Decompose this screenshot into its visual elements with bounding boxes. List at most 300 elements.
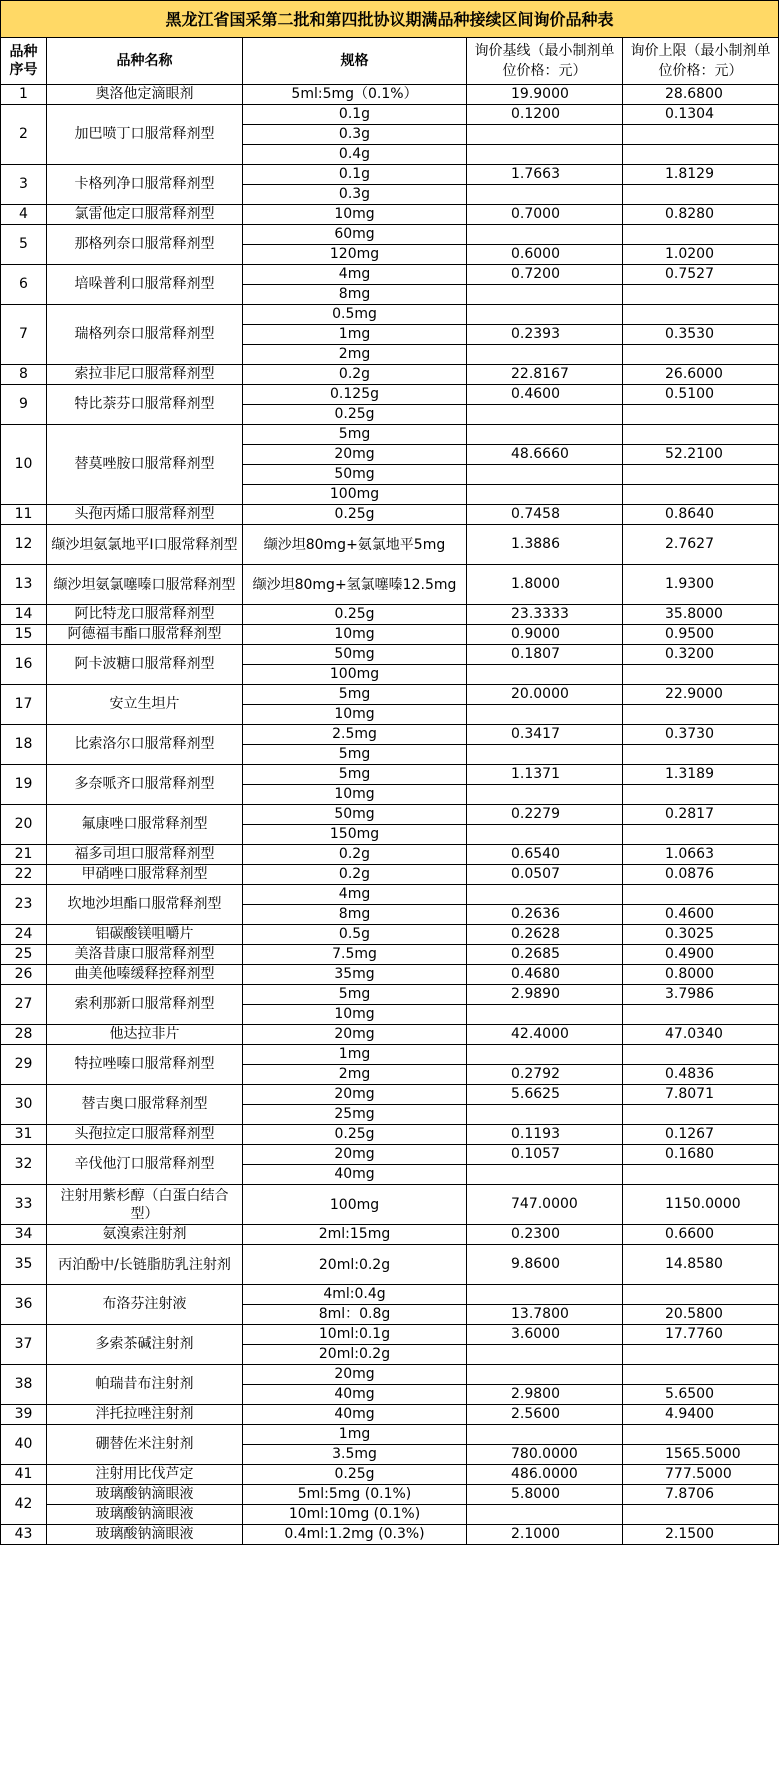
item-name: 铝碳酸镁咀嚼片 (47, 925, 243, 945)
item-name: 奥洛他定滴眼剂 (47, 85, 243, 105)
item-no: 22 (1, 865, 47, 885)
item-no: 29 (1, 1045, 47, 1085)
item-cap-price (623, 405, 779, 425)
item-base-price (467, 665, 623, 685)
table-row (1, 1405, 779, 1425)
item-base-price: 0.7200 (467, 265, 623, 285)
item-spec: 40mg (243, 1405, 467, 1425)
item-base-price (467, 1045, 623, 1065)
item-cap-price: 0.6600 (623, 1225, 779, 1245)
item-base-price: 0.2792 (467, 1065, 623, 1085)
item-no: 5 (1, 225, 47, 265)
item-cap-price: 1.0663 (623, 845, 779, 865)
item-base-price: 0.2393 (467, 325, 623, 345)
item-name: 坎地沙坦酯口服常释剂型 (47, 885, 243, 925)
item-spec: 1mg (243, 1045, 467, 1065)
item-spec: 10mg (243, 785, 467, 805)
item-spec: 35mg (243, 965, 467, 985)
item-base-price: 9.8600 (467, 1245, 623, 1285)
item-base-price (467, 405, 623, 425)
table-row (1, 505, 779, 525)
item-base-price (467, 1505, 623, 1525)
item-spec: 100mg (243, 665, 467, 685)
item-spec: 1mg (243, 325, 467, 345)
item-spec: 20mg (243, 1365, 467, 1385)
item-cap-price: 0.5100 (623, 385, 779, 405)
item-base-price: 2.9890 (467, 985, 623, 1005)
item-spec: 0.25g (243, 605, 467, 625)
item-cap-price (623, 345, 779, 365)
item-no: 7 (1, 305, 47, 365)
item-cap-price (623, 665, 779, 685)
item-base-price: 0.1807 (467, 645, 623, 665)
item-no: 43 (1, 1525, 47, 1545)
item-spec: 0.25g (243, 1125, 467, 1145)
item-spec: 8mg (243, 905, 467, 925)
item-cap-price: 14.8580 (623, 1245, 779, 1285)
item-base-price: 0.2628 (467, 925, 623, 945)
item-cap-price (623, 485, 779, 505)
item-spec: 7.5mg (243, 945, 467, 965)
table-row (1, 1025, 779, 1045)
item-spec: 5mg (243, 765, 467, 785)
table-row (1, 265, 779, 285)
item-base-price: 23.3333 (467, 605, 623, 625)
item-cap-price (623, 1425, 779, 1445)
item-cap-price: 0.3200 (623, 645, 779, 665)
item-base-price (467, 125, 623, 145)
item-no: 37 (1, 1325, 47, 1365)
table-row (1, 1045, 779, 1065)
item-no: 18 (1, 725, 47, 765)
item-base-price: 0.4600 (467, 385, 623, 405)
item-name: 缬沙坦氨氯地平Ⅰ口服常释剂型 (47, 525, 243, 565)
item-base-price (467, 225, 623, 245)
item-base-price (467, 185, 623, 205)
table-row (1, 685, 779, 705)
item-base-price: 0.0507 (467, 865, 623, 885)
table-row (1, 885, 779, 905)
item-spec: 缬沙坦80mg+氨氯地平5mg (243, 525, 467, 565)
item-name: 替吉奥口服常释剂型 (47, 1085, 243, 1125)
table-row (1, 365, 779, 385)
item-spec: 5ml:5mg (0.1%) (243, 1485, 467, 1505)
table-row (1, 1125, 779, 1145)
item-cap-price (623, 785, 779, 805)
item-base-price: 48.6660 (467, 445, 623, 465)
item-name: 阿比特龙口服常释剂型 (47, 605, 243, 625)
item-no: 34 (1, 1225, 47, 1245)
item-base-price (467, 1365, 623, 1385)
item-cap-price: 22.9000 (623, 685, 779, 705)
item-cap-price (623, 825, 779, 845)
item-no: 42 (1, 1485, 47, 1525)
item-name: 替莫唑胺口服常释剂型 (47, 425, 243, 505)
item-spec: 1mg (243, 1425, 467, 1445)
item-cap-price: 1.0200 (623, 245, 779, 265)
item-cap-price: 5.6500 (623, 1385, 779, 1405)
item-cap-price: 52.2100 (623, 445, 779, 465)
table-row (1, 1465, 779, 1485)
item-no: 10 (1, 425, 47, 505)
item-no: 1 (1, 85, 47, 105)
item-base-price: 1.3886 (467, 525, 623, 565)
item-base-price (467, 305, 623, 325)
item-spec: 60mg (243, 225, 467, 245)
item-base-price: 1.8000 (467, 565, 623, 605)
item-cap-price: 0.8640 (623, 505, 779, 525)
item-cap-price: 0.1680 (623, 1145, 779, 1165)
item-spec: 缬沙坦80mg+氢氯噻嗪12.5mg (243, 565, 467, 605)
item-no: 28 (1, 1025, 47, 1045)
item-cap-price: 1150.0000 (623, 1185, 779, 1225)
item-base-price (467, 1165, 623, 1185)
item-name: 安立生坦片 (47, 685, 243, 725)
item-cap-price: 0.4900 (623, 945, 779, 965)
item-cap-price: 26.6000 (623, 365, 779, 385)
item-no: 3 (1, 165, 47, 205)
item-name: 福多司坦口服常释剂型 (47, 845, 243, 865)
item-no: 17 (1, 685, 47, 725)
item-cap-price (623, 225, 779, 245)
item-cap-price: 0.3025 (623, 925, 779, 945)
item-cap-price: 0.3730 (623, 725, 779, 745)
item-name: 他达拉非片 (47, 1025, 243, 1045)
item-base-price (467, 1425, 623, 1445)
table-row (1, 965, 779, 985)
item-cap-price (623, 1165, 779, 1185)
item-name: 注射用比伐芦定 (47, 1465, 243, 1485)
table-row (1, 105, 779, 125)
item-cap-price: 20.5800 (623, 1305, 779, 1325)
item-spec: 40mg (243, 1165, 467, 1185)
item-cap-price: 7.8071 (623, 1085, 779, 1105)
table-row (1, 205, 779, 225)
item-cap-price (623, 145, 779, 165)
item-base-price: 0.2636 (467, 905, 623, 925)
item-base-price: 0.7000 (467, 205, 623, 225)
item-spec: 0.4ml:1.2mg (0.3%) (243, 1525, 467, 1545)
table-row (1, 625, 779, 645)
item-spec: 10mg (243, 205, 467, 225)
item-spec: 10mg (243, 705, 467, 725)
item-spec: 2mg (243, 1065, 467, 1085)
item-name: 阿德福韦酯口服常释剂型 (47, 625, 243, 645)
item-name: 玻璃酸钠滴眼液 (47, 1505, 243, 1525)
item-no: 14 (1, 605, 47, 625)
item-name: 氟康唑口服常释剂型 (47, 805, 243, 845)
header-spec: 规格 (243, 38, 467, 85)
item-cap-price: 0.4600 (623, 905, 779, 925)
table-row (1, 1085, 779, 1105)
item-no: 12 (1, 525, 47, 565)
item-spec: 0.2g (243, 845, 467, 865)
item-cap-price: 0.1267 (623, 1125, 779, 1145)
item-no: 23 (1, 885, 47, 925)
table-row (1, 1365, 779, 1385)
item-cap-price: 0.7527 (623, 265, 779, 285)
table-row (1, 1425, 779, 1445)
item-no: 4 (1, 205, 47, 225)
item-name: 泮托拉唑注射剂 (47, 1405, 243, 1425)
item-no: 13 (1, 565, 47, 605)
item-no: 39 (1, 1405, 47, 1425)
item-base-price: 0.4680 (467, 965, 623, 985)
item-no: 16 (1, 645, 47, 685)
item-base-price (467, 425, 623, 445)
item-base-price (467, 485, 623, 505)
item-name: 特拉唑嗪口服常释剂型 (47, 1045, 243, 1085)
item-base-price (467, 1105, 623, 1125)
item-name: 卡格列净口服常释剂型 (47, 165, 243, 205)
item-base-price: 0.6540 (467, 845, 623, 865)
item-cap-price: 0.3530 (623, 325, 779, 345)
item-spec: 5mg (243, 685, 467, 705)
item-cap-price (623, 185, 779, 205)
item-cap-price: 1.8129 (623, 165, 779, 185)
item-name: 比索洛尔口服常释剂型 (47, 725, 243, 765)
item-no: 32 (1, 1145, 47, 1185)
item-cap-price (623, 125, 779, 145)
item-cap-price: 0.2817 (623, 805, 779, 825)
item-no: 20 (1, 805, 47, 845)
item-spec: 0.1g (243, 165, 467, 185)
item-spec: 20mg (243, 1085, 467, 1105)
item-cap-price (623, 1005, 779, 1025)
table-row (1, 645, 779, 665)
item-spec: 0.25g (243, 505, 467, 525)
item-base-price (467, 285, 623, 305)
item-name: 多索茶碱注射剂 (47, 1325, 243, 1365)
item-spec: 4mg (243, 885, 467, 905)
item-spec: 0.25g (243, 405, 467, 425)
item-base-price: 19.9000 (467, 85, 623, 105)
item-cap-price (623, 1045, 779, 1065)
item-spec: 4mg (243, 265, 467, 285)
item-spec: 0.4g (243, 145, 467, 165)
table-row (1, 385, 779, 405)
table-row (1, 225, 779, 245)
item-cap-price: 4.9400 (623, 1405, 779, 1425)
item-base-price (467, 465, 623, 485)
item-no: 36 (1, 1285, 47, 1325)
table-row (1, 425, 779, 445)
item-spec: 150mg (243, 825, 467, 845)
item-no: 35 (1, 1245, 47, 1285)
item-base-price: 0.2685 (467, 945, 623, 965)
item-base-price: 5.6625 (467, 1085, 623, 1105)
item-cap-price: 1565.5000 (623, 1445, 779, 1465)
item-spec: 0.3g (243, 125, 467, 145)
item-no: 27 (1, 985, 47, 1025)
item-name: 头孢丙烯口服常释剂型 (47, 505, 243, 525)
item-no: 30 (1, 1085, 47, 1125)
item-cap-price: 0.8000 (623, 965, 779, 985)
item-spec: 20ml:0.2g (243, 1245, 467, 1285)
item-name: 注射用紫杉醇（白蛋白结合型） (47, 1185, 243, 1225)
table-row (1, 1245, 779, 1285)
item-cap-price (623, 305, 779, 325)
header-cap: 询价上限（最小制剂单位价格：元） (623, 38, 779, 85)
item-no: 6 (1, 265, 47, 305)
item-cap-price: 777.5000 (623, 1465, 779, 1485)
table-row (1, 765, 779, 785)
item-spec: 5mg (243, 985, 467, 1005)
table-row (1, 165, 779, 185)
item-base-price: 0.2300 (467, 1225, 623, 1245)
item-cap-price: 0.0876 (623, 865, 779, 885)
item-spec: 0.1g (243, 105, 467, 125)
item-spec: 20mg (243, 1145, 467, 1165)
item-spec: 50mg (243, 805, 467, 825)
item-base-price: 0.1193 (467, 1125, 623, 1145)
item-base-price (467, 1005, 623, 1025)
item-cap-price: 0.9500 (623, 625, 779, 645)
item-name: 玻璃酸钠滴眼液 (47, 1485, 243, 1505)
header-base: 询价基线（最小制剂单位价格：元） (467, 38, 623, 85)
item-name: 曲美他嗪缓释控释剂型 (47, 965, 243, 985)
item-spec: 100mg (243, 1185, 467, 1225)
item-spec: 20mg (243, 445, 467, 465)
item-spec: 8ml：0.8g (243, 1305, 467, 1325)
item-cap-price: 1.3189 (623, 765, 779, 785)
item-cap-price (623, 1285, 779, 1305)
item-base-price: 747.0000 (467, 1185, 623, 1225)
item-name: 索拉非尼口服常释剂型 (47, 365, 243, 385)
item-base-price: 42.4000 (467, 1025, 623, 1045)
item-no: 41 (1, 1465, 47, 1485)
item-base-price: 5.8000 (467, 1485, 623, 1505)
item-spec: 120mg (243, 245, 467, 265)
item-spec: 10mg (243, 1005, 467, 1025)
item-base-price: 13.7800 (467, 1305, 623, 1325)
item-name: 硼替佐米注射剂 (47, 1425, 243, 1465)
table-row (1, 1325, 779, 1345)
item-no: 15 (1, 625, 47, 645)
item-base-price (467, 745, 623, 765)
table-title: 黑龙江省国采第二批和第四批协议期满品种接续区间询价品种表 (1, 1, 779, 38)
item-spec: 40mg (243, 1385, 467, 1405)
item-no: 21 (1, 845, 47, 865)
item-name: 头孢拉定口服常释剂型 (47, 1125, 243, 1145)
item-spec: 5mg (243, 425, 467, 445)
item-base-price: 1.1371 (467, 765, 623, 785)
table-row (1, 1185, 779, 1225)
item-spec: 8mg (243, 285, 467, 305)
item-no: 8 (1, 365, 47, 385)
item-cap-price: 0.8280 (623, 205, 779, 225)
item-name: 那格列奈口服常释剂型 (47, 225, 243, 265)
item-spec: 0.2g (243, 865, 467, 885)
table-row (1, 565, 779, 605)
item-spec: 2.5mg (243, 725, 467, 745)
item-spec: 0.3g (243, 185, 467, 205)
table-row (1, 1145, 779, 1165)
item-cap-price: 3.7986 (623, 985, 779, 1005)
item-base-price: 0.2279 (467, 805, 623, 825)
item-spec: 3.5mg (243, 1445, 467, 1465)
item-base-price: 0.9000 (467, 625, 623, 645)
item-spec: 50mg (243, 645, 467, 665)
item-name: 多奈哌齐口服常释剂型 (47, 765, 243, 805)
item-name: 缬沙坦氨氯噻嗪口服常释剂型 (47, 565, 243, 605)
item-base-price: 0.3417 (467, 725, 623, 745)
item-base-price (467, 145, 623, 165)
item-cap-price: 17.7760 (623, 1325, 779, 1345)
item-cap-price: 35.8000 (623, 605, 779, 625)
item-spec: 5ml:5mg（0.1%） (243, 85, 467, 105)
item-cap-price (623, 1105, 779, 1125)
item-cap-price (623, 465, 779, 485)
item-base-price (467, 1285, 623, 1305)
item-base-price (467, 1345, 623, 1365)
item-cap-price (623, 885, 779, 905)
item-base-price: 2.1000 (467, 1525, 623, 1545)
item-cap-price: 47.0340 (623, 1025, 779, 1045)
item-name: 布洛芬注射液 (47, 1285, 243, 1325)
item-no: 31 (1, 1125, 47, 1145)
item-cap-price (623, 705, 779, 725)
item-name: 氯雷他定口服常释剂型 (47, 205, 243, 225)
table-row (1, 1225, 779, 1245)
table-row (1, 1525, 779, 1545)
item-spec: 4ml:0.4g (243, 1285, 467, 1305)
table-row (1, 1505, 779, 1525)
item-spec: 25mg (243, 1105, 467, 1125)
item-no: 26 (1, 965, 47, 985)
item-no: 9 (1, 385, 47, 425)
table-row (1, 305, 779, 325)
item-name: 甲硝唑口服常释剂型 (47, 865, 243, 885)
table-row (1, 605, 779, 625)
table-row (1, 925, 779, 945)
item-cap-price: 28.6800 (623, 85, 779, 105)
header-no: 品种 序号 (1, 38, 47, 85)
item-spec: 10ml:0.1g (243, 1325, 467, 1345)
table-row (1, 845, 779, 865)
item-cap-price (623, 1345, 779, 1365)
item-spec: 2ml:15mg (243, 1225, 467, 1245)
item-spec: 0.5mg (243, 305, 467, 325)
item-no: 24 (1, 925, 47, 945)
item-base-price: 0.6000 (467, 245, 623, 265)
item-base-price (467, 345, 623, 365)
item-spec: 0.25g (243, 1465, 467, 1485)
item-base-price: 2.9800 (467, 1385, 623, 1405)
item-base-price: 2.5600 (467, 1405, 623, 1425)
item-base-price (467, 885, 623, 905)
item-name: 特比萘芬口服常释剂型 (47, 385, 243, 425)
item-name: 索利那新口服常释剂型 (47, 985, 243, 1025)
item-cap-price: 2.1500 (623, 1525, 779, 1545)
item-cap-price: 7.8706 (623, 1485, 779, 1505)
item-no: 11 (1, 505, 47, 525)
item-base-price: 486.0000 (467, 1465, 623, 1485)
item-name: 阿卡波糖口服常释剂型 (47, 645, 243, 685)
item-cap-price (623, 1365, 779, 1385)
item-base-price: 0.1200 (467, 105, 623, 125)
item-no: 2 (1, 105, 47, 165)
item-name: 丙泊酚中/长链脂肪乳注射剂 (47, 1245, 243, 1285)
item-cap-price (623, 1505, 779, 1525)
header-name: 品种名称 (47, 38, 243, 85)
item-cap-price: 2.7627 (623, 525, 779, 565)
item-no: 19 (1, 765, 47, 805)
item-spec: 0.5g (243, 925, 467, 945)
item-base-price: 0.7458 (467, 505, 623, 525)
item-cap-price: 1.9300 (623, 565, 779, 605)
item-spec: 50mg (243, 465, 467, 485)
